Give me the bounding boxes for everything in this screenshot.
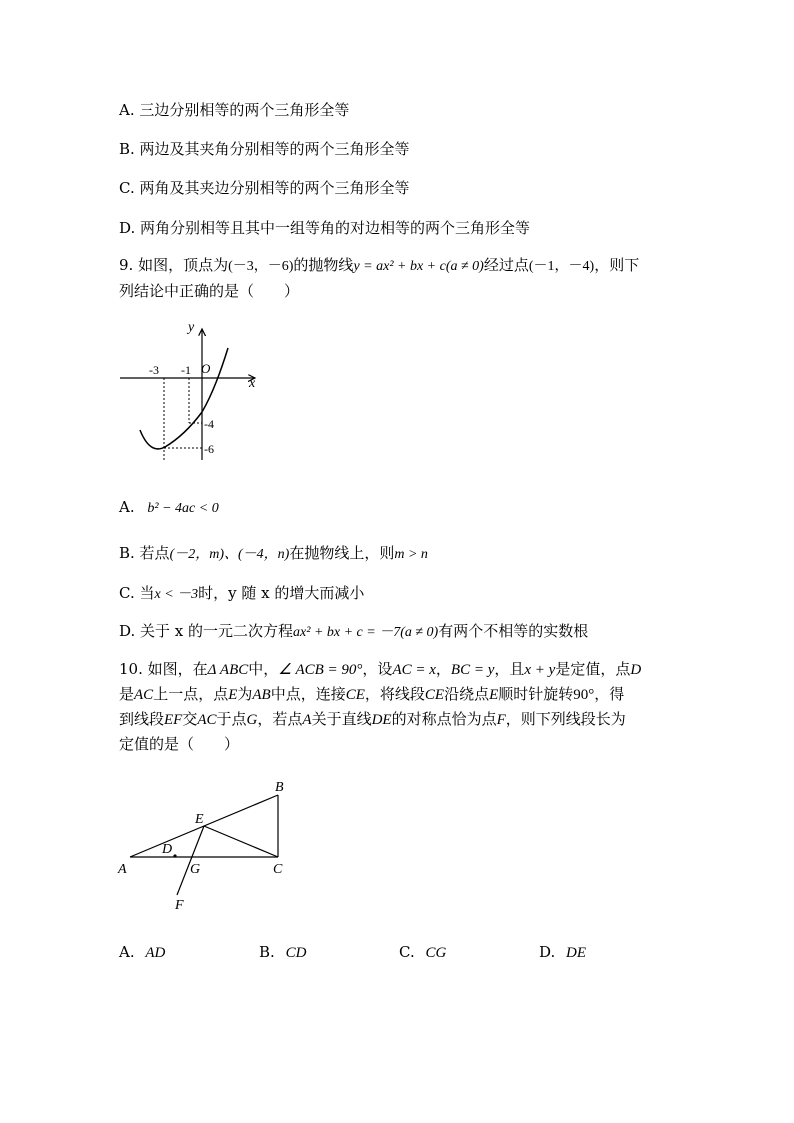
y-tick-neg4: -4	[204, 417, 214, 431]
q9-stem-line2: 列结论中正确的是（ ）	[119, 282, 300, 300]
q10-stem-line2: 是AC上一点，点E为AB中点，连接CE，将线段CE沿绕点E顺时针旋转90°，得	[119, 685, 625, 703]
q10-option-d: D. DE	[539, 943, 587, 961]
q8-choice-a: A. 三边分别相等的两个三角形全等	[119, 101, 350, 119]
label-D: D	[162, 842, 173, 857]
q8-choice-d: D. 两角分别相等且其中一组等角的对边相等的两个三角形全等	[119, 219, 531, 237]
q10-stem-line4: 定值的是（ ）	[119, 735, 240, 753]
q9-point: (－1，－4)	[528, 259, 595, 274]
q10-option-a: A. AD	[119, 943, 166, 961]
q9-option-b: B. 若点(－2，m)、(－4，n)在抛物线上，则m > n	[119, 544, 428, 562]
label-B: B	[275, 780, 284, 795]
x-tick-neg1: -1	[181, 363, 191, 377]
q9-vertex: (－3，－6)	[228, 259, 294, 274]
q9-stem-line1: 9. 如图，顶点为(－3，－6)的抛物线y = ax² + bx + c(a ≠ 0)经过点(－1，－4)，则下	[119, 256, 640, 274]
q10-option-c: C. CG	[399, 943, 447, 961]
x-tick-neg3: -3	[149, 363, 159, 377]
label-G: G	[190, 862, 201, 877]
q10-option-b: B. CD	[259, 943, 307, 961]
label-A: A	[118, 862, 127, 877]
y-tick-neg6: -6	[204, 442, 214, 456]
x-axis-label: x	[249, 376, 256, 391]
q10-stem-line1: 10. 如图，在Δ ABC中，∠ ACB = 90°，设AC = x，BC = y，且x + y是定值，点D	[119, 660, 642, 678]
q8-choice-b: B. 两边及其夹角分别相等的两个三角形全等	[119, 140, 410, 158]
q9-option-a: A. b² − 4ac < 0	[119, 498, 219, 516]
label-F: F	[175, 898, 184, 913]
y-axis-label: y	[188, 320, 195, 335]
q10-triangle-figure	[115, 775, 295, 915]
origin-label: O	[201, 361, 211, 376]
q8-choice-c: C. 两角及其夹边分别相等的两个三角形全等	[119, 179, 410, 197]
label-E: E	[195, 812, 204, 827]
q9-parabola-graph	[115, 315, 265, 465]
q9-option-c: C. 当x < －3时，y 随 x 的增大而减小	[119, 584, 365, 602]
q9-option-d: D. 关于 x 的一元二次方程ax² + bx + c = －7(a ≠ 0)有两个不相等的实数根	[119, 622, 589, 640]
q9-equation: y = ax² + bx + c(a ≠ 0)	[353, 259, 484, 274]
q10-stem-line3: 到线段EF交AC于点G，若点A关于直线DE的对称点恰为点F，则下列线段长为	[119, 710, 626, 728]
label-C: C	[273, 862, 283, 877]
